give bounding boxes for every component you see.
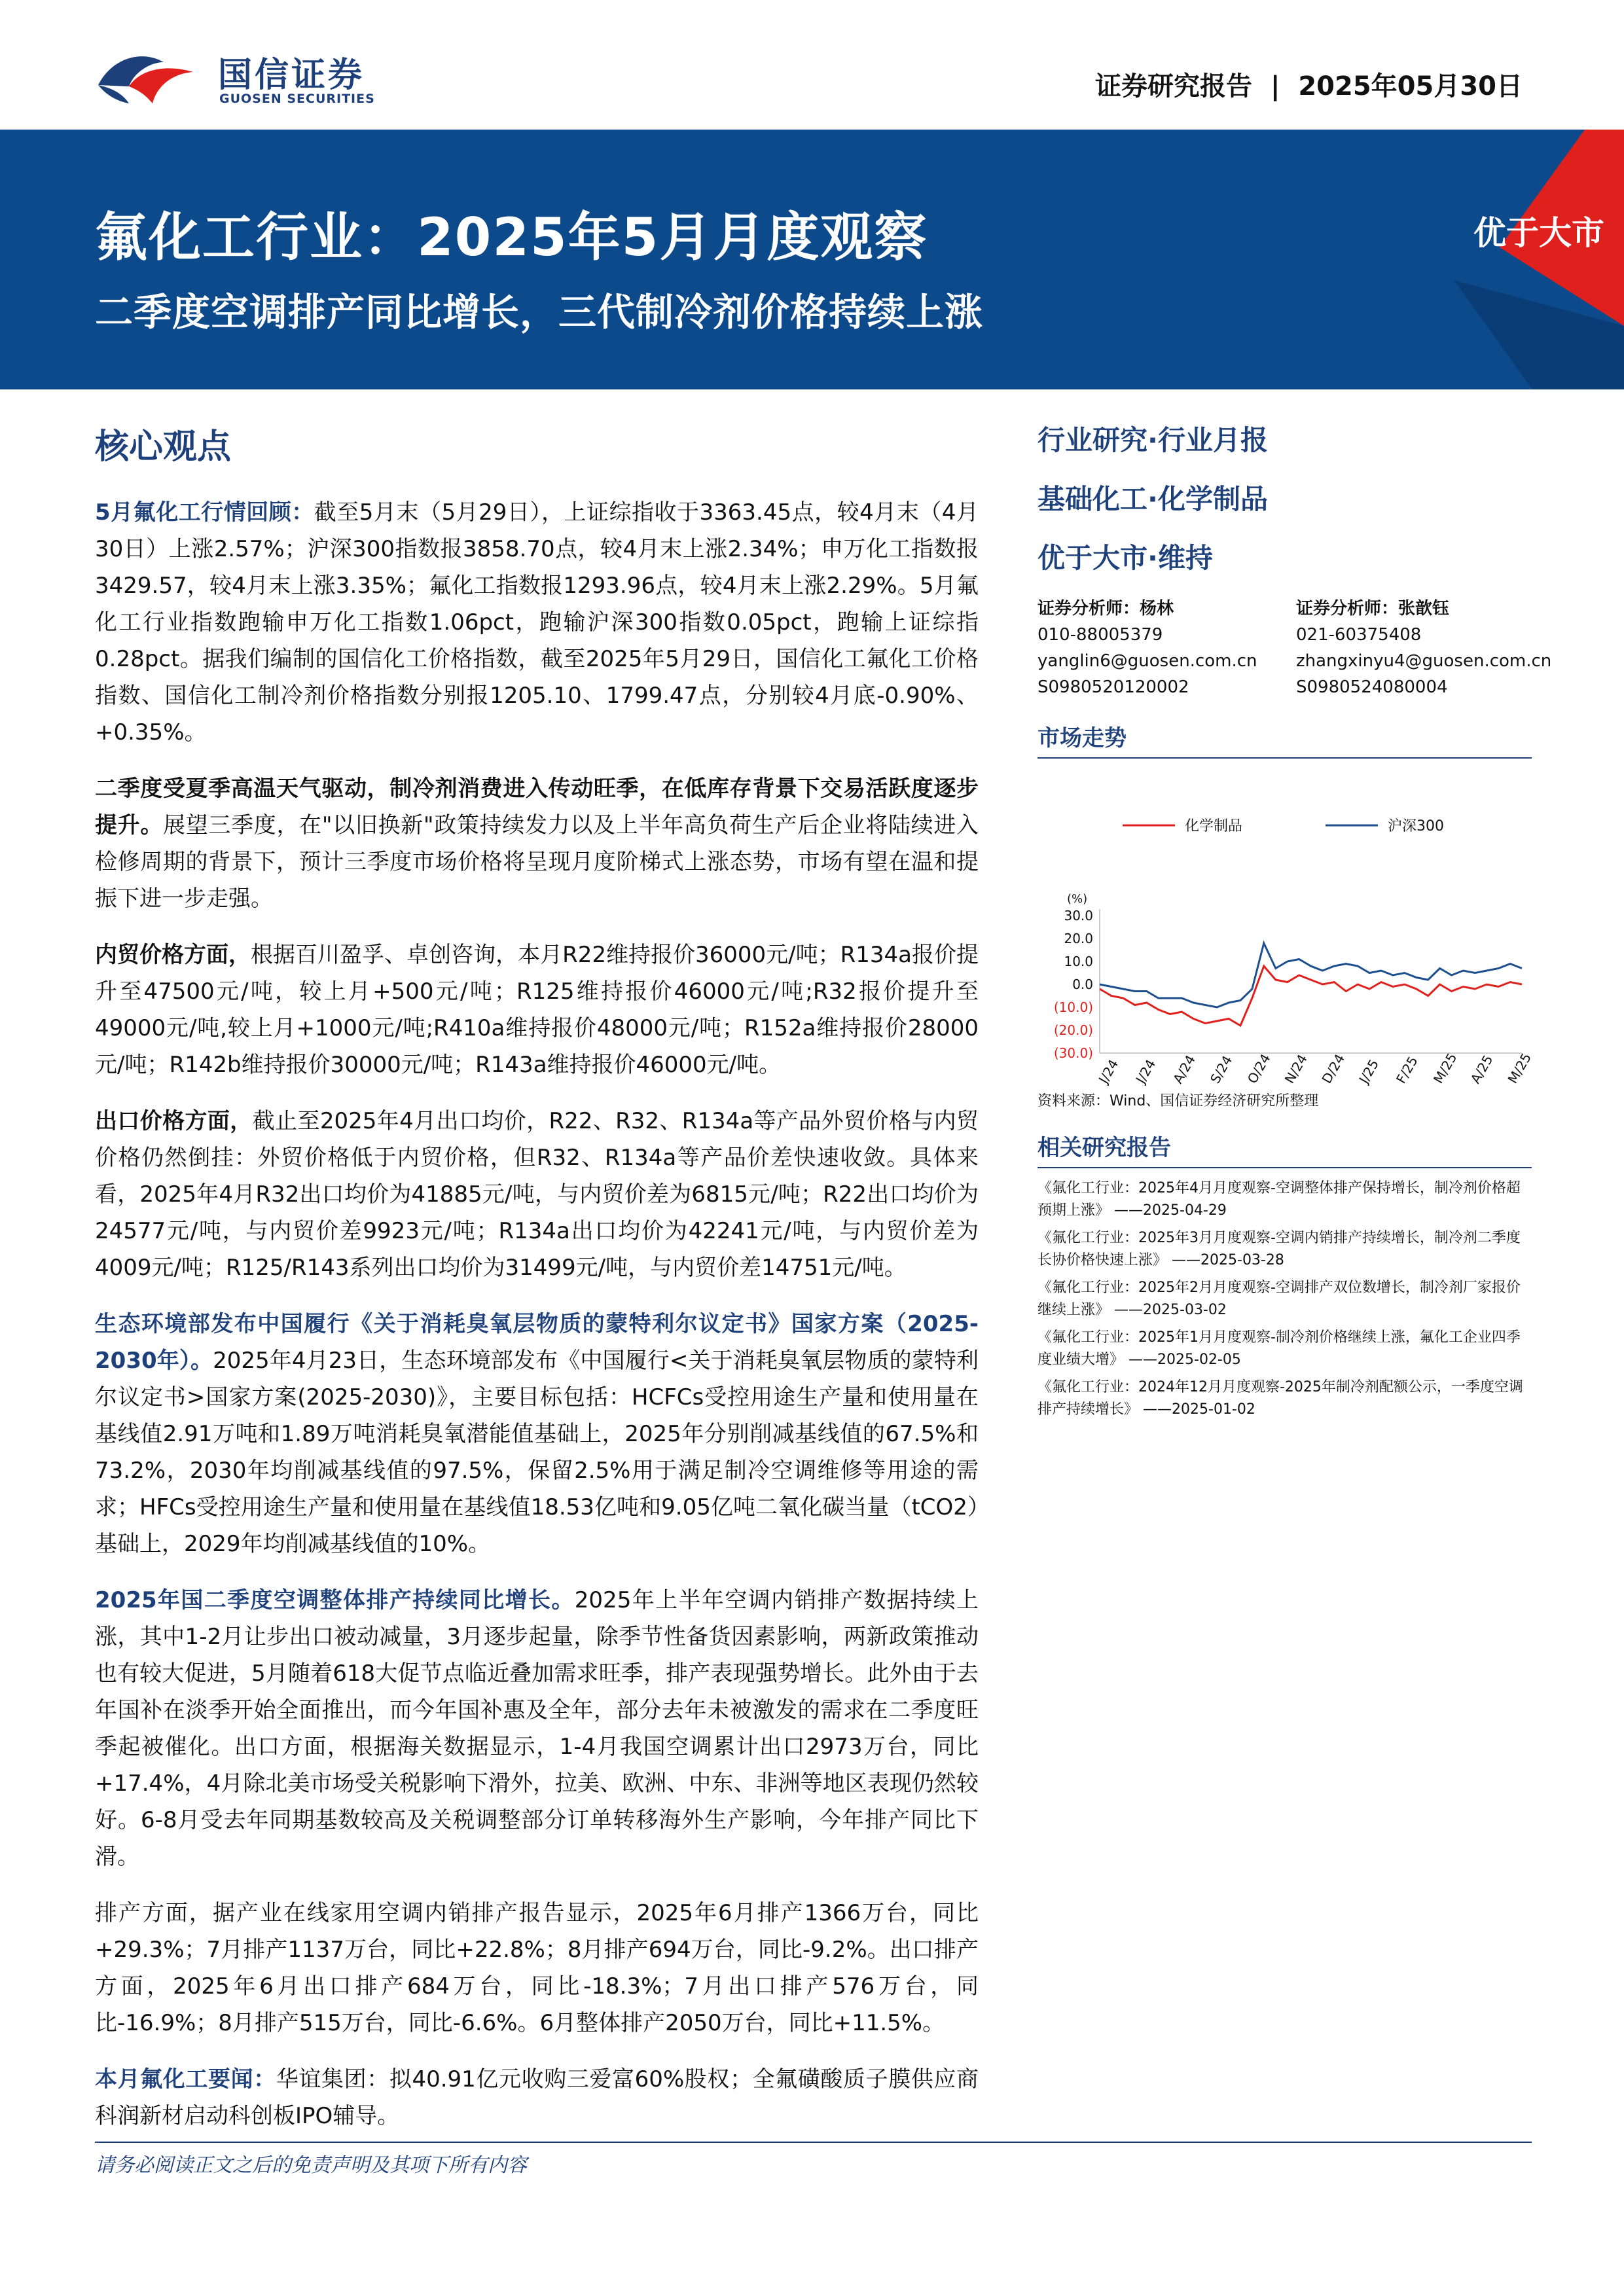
x-tick-label: O/24 [1244, 1050, 1274, 1086]
y-tick-label: 30.0 [1064, 908, 1093, 924]
series-line [1100, 943, 1522, 1007]
guosen-logo [95, 41, 383, 113]
y-tick-label: (20.0) [1053, 1022, 1093, 1038]
analyst-phone: 010-88005379 [1038, 625, 1163, 645]
related-report-item[interactable] [1038, 1277, 1532, 1321]
paragraph-lead: 内贸价格方面， [95, 942, 251, 968]
rating-tag: 优于大市 [1473, 214, 1604, 252]
meta-divider: | [1261, 71, 1290, 101]
core-paragraph [95, 2061, 979, 2134]
y-tick-label: 0.0 [1072, 977, 1093, 992]
paragraph-body: 展望三季度，在"以旧换新"政策持续发力以及上半年高负荷生产后企业将陆续进入检修周期的背景下，预计三季度市场价格将呈现月度阶梯式上涨态势，市场有望在温和提振下进一步走强。 [95, 812, 979, 912]
paragraph-body: 截止至2025年4月出口均价，R22、R32、R134a等产品外贸价格与内贸价格仍然倒挂：外贸价格低于内贸价格，但R32、R134a等产品价差快速收敛。具体来看，2025年4月R32出口均价为41885元/吨，与内贸价差为6815元/吨；R22出口均价为24577元/吨，与内贸价差9923元/吨；R134a出口均价为42241元/吨，与内贸价差为4009元/吨；R125/R143系列出口均价为31499元/吨，与内贸价差14751元/吨。 [95, 1108, 979, 1281]
paragraph-lead: 5月氟化工行情回顾： [95, 499, 314, 526]
core-views [95, 419, 979, 2154]
market-trend-title: 市场走势 [1038, 725, 1127, 751]
rating-ribbon [1454, 130, 1624, 389]
x-tick-label: M/25 [1504, 1050, 1532, 1086]
core-paragraph [95, 1895, 979, 2041]
x-tick-label: D/24 [1318, 1051, 1348, 1086]
paragraph-body: 2025年上半年空调内销排产数据持续上涨，其中1-2月让步出口被动减量，3月逐步起量，除季节性备货因素影响，两新政策推动也有较大促进，5月随着618大促节点临近叠加需求旺季，排产表现强势增长。此外由于去年国补在淡季开始全面推出，而今年国补惠及全年，部分去年未被激发的需求在二季度旺季起被催化。出口方面，根据海关数据显示，1-4月我国空调累计出口2973万台，同比+17.4%，4月除北美市场受关税影响下滑外，拉美、欧洲、中东、非洲等地区表现仍然较好。6-8月受去年同期基数较高及关税调整部分订单转移海外生产影响，今年排产同比下滑。 [95, 1587, 979, 1870]
chart-source: 资料来源：Wind、国信证券经济研究所整理 [1038, 1093, 1319, 1109]
analyst-cert: S0980520120002 [1038, 677, 1189, 697]
report-title: 氟化工行业：2025年5月月度观察 [95, 207, 928, 268]
related-heading [1038, 1130, 1532, 1168]
related-report-item[interactable] [1038, 1227, 1532, 1272]
analyst-1 [1038, 596, 1273, 700]
y-tick-label: 10.0 [1064, 954, 1093, 969]
x-tick-label: J/24 [1132, 1056, 1159, 1086]
related-list [1038, 1177, 1532, 1421]
logo-cn-text: 国信证券 [218, 56, 365, 95]
footer-disclaimer: 请务必阅读正文之后的免责声明及其项下所有内容 [95, 2154, 527, 2177]
y-tick-label: 20.0 [1064, 931, 1093, 946]
analyst-name: 证券分析师：杨林 [1038, 599, 1174, 619]
core-paragraphs [95, 494, 979, 2134]
related-report-date: ——2025-03-28 [1172, 1252, 1284, 1268]
analyst-2 [1296, 596, 1552, 700]
rating-status: 优于大市·维持 [1038, 542, 1213, 574]
core-paragraph [95, 1582, 979, 1875]
logo-en-text: GUOSEN SECURITIES [219, 92, 375, 106]
related-report-title: 《氟化工行业：2025年3月月度观察-空调内销排产持续增长，制冷剂二季度长协价格快速上涨》 [1038, 1230, 1521, 1268]
y-tick-label: (30.0) [1053, 1045, 1093, 1061]
analyst-email: zhangxinyu4@guosen.com.cn [1296, 651, 1552, 671]
footer-divider [95, 2142, 1532, 2143]
paragraph-body: 根据百川盈孚、卓创咨询，本月R22维持报价36000元/吨；R134a报价提升至47500元/吨，较上月+500元/吨；R125维持报价46000元/吨;R32报价提升至49000元/吨,较上月+1000元/吨;R410a维持报价48000元/吨；R152a维持报价28000元/吨；R142b维持报价30000元/吨；R143a维持报价46000元/吨。 [95, 942, 979, 1078]
legend-label: 沪深300 [1388, 818, 1444, 834]
analyst-cert: S0980524080004 [1296, 677, 1448, 697]
x-tick-label: A/24 [1170, 1052, 1199, 1086]
related-report-date: ——2025-01-02 [1143, 1401, 1255, 1418]
related-report-item[interactable] [1038, 1376, 1532, 1421]
paragraph-lead: 2025年国二季度空调整体排产持续同比增长。 [95, 1587, 575, 1613]
report-type: 证券研究报告 [1095, 71, 1252, 101]
related-report-title: 《氟化工行业：2025年2月月度观察-空调排产双位数增长，制冷剂厂家报价继续上涨》 [1038, 1280, 1521, 1318]
paragraph-body: 截至5月末（5月29日），上证综指收于3363.45点，较4月末（4月30日）上涨2.57%；沪深300指数报3858.70点，较4月末上涨2.34%；申万化工指数报3429.57，较4月末上涨3.35%；氟化工指数报1293.96点，较4月末上涨2.29%。5月氟化工行业指数跑输申万化工指数1.06pct，跑输沪深300指数0.05pct，跑输上证综指0.28pct。据我们编制的国信化工价格指数，截至2025年5月29日，国信化工氟化工价格指数、国信化工制冷剂价格指数分别报1205.10、1799.47点，分别较4月底-0.90%、+0.35%。 [95, 499, 979, 745]
related-report-date: ——2025-03-02 [1114, 1302, 1227, 1318]
paragraph-body: 华谊集团：拟40.91亿元收购三爱富60%股权；全氟磺酸质子膜供应商科润新材启动科创板IPO辅导。 [95, 2066, 979, 2129]
core-paragraph [95, 1103, 979, 1286]
paragraph-body: 2025年4月23日，生态环境部发布《中国履行<关于消耗臭氧层物质的蒙特利尔议定书>国家方案(2025-2030)》，主要目标包括：HCFCs受控用途生产量和使用量在基线值2.91万吨和1.89万吨消耗臭氧潜能值基础上，2025年分别削减基线值的67.5%和73.2%，2030年均削减基线值的97.5%，保留2.5%用于满足制冷空调维修等用途的需求；HFCs受控用途生产量和使用量在基线值18.53亿吨和9.05亿吨二氧化碳当量（tCO2）基础上，2029年均削减基线值的10%。 [95, 1348, 979, 1557]
y-unit-label: (%) [1067, 892, 1088, 906]
research-type: 行业研究·行业月报 [1038, 424, 1268, 456]
x-tick-label: J/25 [1356, 1056, 1382, 1086]
market-trend-chart [1038, 765, 1532, 1086]
industry-category: 基础化工·化学制品 [1038, 483, 1268, 515]
x-tick-label: J/24 [1095, 1056, 1122, 1086]
x-tick-label: M/25 [1430, 1050, 1460, 1086]
guosen-logo-icon [95, 46, 200, 108]
report-date: 2025年05月30日 [1298, 71, 1523, 101]
core-title: 核心观点 [95, 427, 232, 467]
core-paragraph [95, 1306, 979, 1562]
related-report-item[interactable] [1038, 1177, 1532, 1222]
sidebar [1038, 419, 1552, 1421]
analyst-block [1038, 596, 1552, 700]
series-line [1100, 966, 1522, 1026]
chart-svg [1038, 765, 1532, 1086]
analyst-name: 证券分析师：张歆钰 [1296, 599, 1450, 619]
legend-label: 化学制品 [1185, 818, 1243, 834]
report-subtitle: 二季度空调排产同比增长，三代制冷剂价格持续上涨 [95, 290, 984, 334]
x-tick-label: N/24 [1281, 1051, 1310, 1086]
x-tick-label: F/25 [1393, 1053, 1421, 1086]
core-paragraph [95, 494, 979, 751]
related-report-item[interactable] [1038, 1327, 1532, 1371]
paragraph-lead: 出口价格方面， [95, 1108, 253, 1134]
x-tick-label: S/24 [1207, 1052, 1236, 1086]
core-paragraph [95, 937, 979, 1083]
related-report-date: ——2025-04-29 [1114, 1202, 1227, 1219]
analyst-email: yanglin6@guosen.com.cn [1038, 651, 1257, 671]
y-tick-label: (10.0) [1053, 999, 1093, 1015]
report-meta [1095, 65, 1523, 103]
related-report-title: 《氟化工行业：2025年4月月度观察-空调整体排产保持增长，制冷剂价格超预期上涨》 [1038, 1180, 1521, 1219]
title-banner [0, 130, 1624, 389]
market-trend-heading [1038, 720, 1532, 759]
paragraph-body: 排产方面，据产业在线家用空调内销排产报告显示，2025年6月排产1366万台，同比+29.3%；7月排产1137万台，同比+22.8%；8月排产694万台，同比-9.2%。出口排产方面，2025年6月出口排产684万台，同比-18.3%；7月出口排产576万台，同比-16.9%；8月排产515万台，同比-6.6%。6月整体排产2050万台，同比+11.5%。 [95, 1900, 979, 2036]
core-paragraph [95, 770, 979, 917]
related-title: 相关研究报告 [1038, 1135, 1171, 1161]
x-tick-label: A/25 [1467, 1052, 1496, 1086]
related-report-date: ——2025-02-05 [1128, 1352, 1241, 1368]
paragraph-lead: 生态环境部发布中国履行《关于消耗臭氧层物质的蒙特利尔议定书》国家方案（2025-2030年）。 [95, 1311, 979, 1374]
related-report-title: 《氟化工行业：2025年1月月度观察-制冷剂价格继续上涨，氟化工企业四季度业绩大增》 [1038, 1329, 1521, 1368]
analyst-phone: 021-60375408 [1296, 625, 1422, 645]
paragraph-lead: 本月氟化工要闻： [95, 2066, 276, 2092]
related-report-title: 《氟化工行业：2024年12月月度观察-2025年制冷剂配额公示，一季度空调排产持续增长》 [1038, 1379, 1523, 1418]
paragraph-lead: 二季度受夏季高温天气驱动，制冷剂消费进入传动旺季，在低库存背景下交易活跃度逐步提升。 [95, 776, 979, 838]
